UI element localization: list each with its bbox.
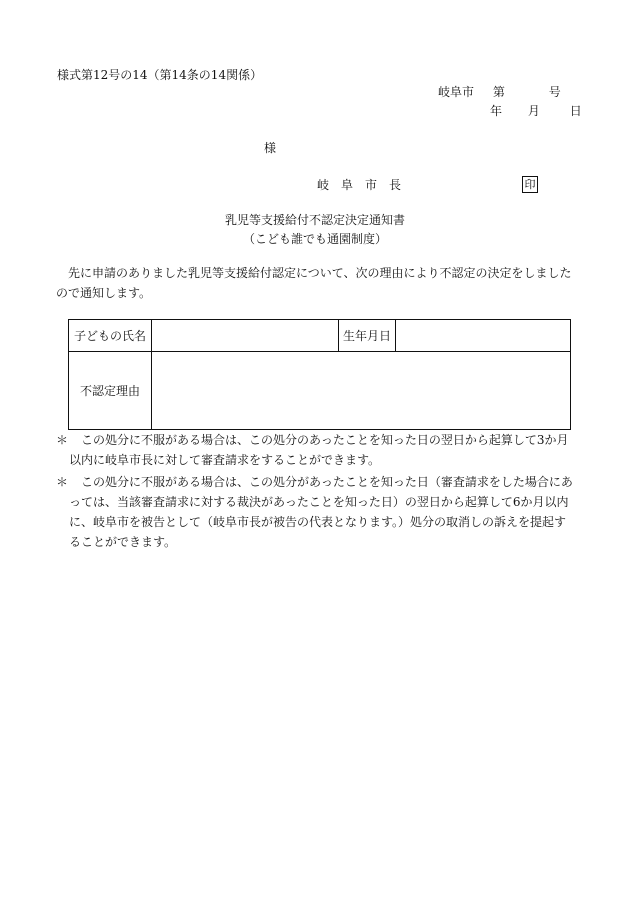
reason-field [152,352,571,430]
reference-org: 岐阜市 [438,85,475,99]
date-day: 日 [569,104,582,118]
date-year: 年 [490,104,503,118]
issuer-name: 岐 阜 市 長 [317,178,402,192]
birth-date-label: 生年月日 [339,320,396,352]
seal-stamp: 印 [522,176,538,193]
date-month: 月 [527,104,540,118]
issue-date [490,102,582,119]
note-text: この処分に不服がある場合は、この処分のあったことを知った日の翌日から起算して3か月以内に岐阜市長に対して審査請求をすることができます。 [69,433,569,467]
reference-number [438,83,561,100]
child-name-field [152,320,339,352]
note-item [56,430,578,470]
document-title: 乳児等支援給付不認定決定通知書 [224,213,405,227]
birth-date-field [396,320,571,352]
note-item [56,472,578,552]
note-text: この処分に不服がある場合は、この処分があったことを知った日（審査請求をした場合にあっては、当該審査請求に対する裁決があったことを知った日）の翌日から起算して6か月以内に、岐阜市を被告として（岐阜市長が被告の代表となります。）処分の取消しの訴えを提起することができます。 [69,475,573,549]
child-name-label: 子どもの氏名 [69,320,152,352]
reference-no-suffix: 号 [548,85,561,99]
applicant-table [68,319,571,430]
reference-no-prefix: 第 [492,85,505,99]
note-mark: ＊ [56,475,69,489]
reason-label: 不認定理由 [69,352,152,430]
notes-section [56,430,578,552]
document-subtitle: （こども誰でも通園制度） [242,232,387,246]
note-mark: ＊ [56,433,69,447]
body-text: 先に申請のありました乳児等支援給付認定について、次の理由により不認定の決定をしましたので通知します。 [56,266,572,300]
form-number: 様式第12号の14（第14条の14関係） [57,68,263,82]
recipient-honorific: 様 [264,141,277,155]
